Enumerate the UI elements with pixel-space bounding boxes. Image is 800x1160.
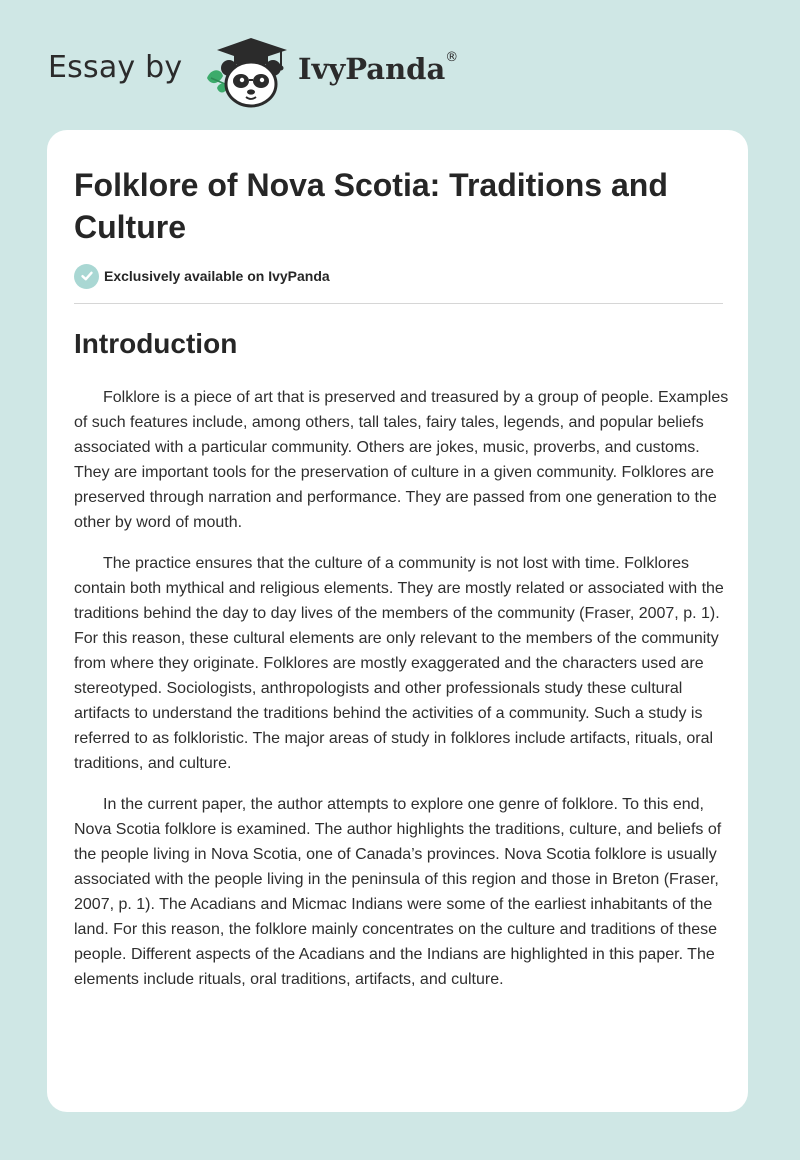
panda-graduate-logo-icon[interactable]: [201, 34, 293, 110]
paragraph-1: Folklore is a piece of art that is preserved and treasured by a group of people. Examples of such features include, among others, tall tales, fairy tales, legends, and popular beliefs associated with a particular community. Others are jokes, music, proverbs, and customs. They are important tools for the preservation of culture in a given community. Folklores are preserved through narration and performance. They are passed from one generation to the other by word of mouth.: [74, 389, 729, 531]
site-header: [48, 30, 548, 110]
badge-text: Exclusively available on IvyPanda: [104, 268, 330, 284]
brand-name[interactable]: IvyPanda®: [298, 50, 459, 86]
checkmark-icon: [80, 269, 94, 283]
badge-circle: [74, 264, 99, 289]
paragraph-2: The practice ensures that the culture of a community is not lost with time. Folklores contain both mythical and religious elements. They are mostly related or associated with the traditions behind the day to day lives of the members of the community (Fraser, 2007, p. 1). For this reason, these cultural elements are only relevant to the members of the community from where they originate. Folklores are mostly exaggerated and the characters used are stereotyped. Sociologists, anthropologists and other professionals study these cultural artifacts to understand the traditions behind the activities of a community. Such a study is referred to as folkloristic. The major areas of study in folklores include artifacts, rituals, oral traditions, and culture.: [74, 555, 724, 772]
exclusive-badge: [74, 263, 330, 289]
paragraph-3: In the current paper, the author attempts to explore one genre of folklore. To this end, Nova Scotia folklore is examined. The author highlights the traditions, culture, and beliefs of the people living in Nova Scotia, one of Canada’s provinces. Nova Scotia folklore is usually associated with the people living in the peninsula of this region and those in Breton (Fraser, 2007, p. 1). The Acadians and Micmac Indians were some of the earliest inhabitants of the land. For this reason, the folklore mainly concentrates on the culture and traditions of these people. Different aspects of the Acadians and the Indians are highlighted in this paper. The elements include rituals, oral traditions, artifacts, and culture.: [74, 796, 722, 988]
essay-title: Folklore of Nova Scotia: Traditions and Culture: [74, 167, 668, 245]
essay-card: [47, 130, 748, 1112]
section-heading: Introduction: [74, 328, 238, 359]
registered-mark: ®: [445, 50, 459, 65]
essay-by-label: Essay by: [48, 50, 183, 85]
divider: [74, 303, 723, 304]
essay-body: [74, 385, 734, 1008]
